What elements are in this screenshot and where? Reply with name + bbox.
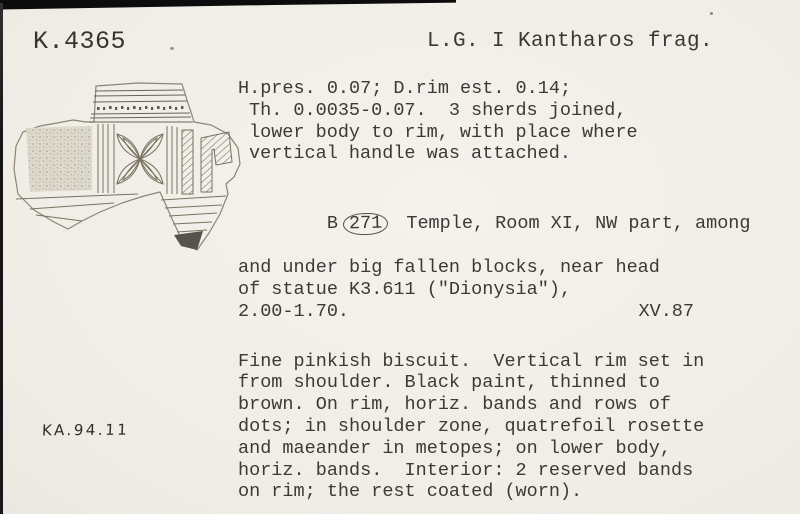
vertical-bands-left (98, 124, 114, 193)
typed-text-column (238, 78, 751, 503)
catalog-number: K.4365 (33, 27, 127, 56)
notebook-reference: XV.87 (638, 300, 694, 322)
dimensions-line: vertical handle was attached. (249, 143, 571, 165)
dimensions-line: H.pres. 0.07; D.rim est. 0.14; (238, 78, 572, 99)
pottery-sherd-sketch (10, 72, 256, 270)
circled-basket-number: 271 (343, 212, 389, 236)
description-line: dots; in shoulder zone, quatrefoil rosette (238, 415, 705, 437)
elevation-range: 2.00-1.70. (238, 300, 350, 322)
dimensions-line: lower body to rim, with place where (249, 121, 638, 143)
findspot-prefix: B (326, 212, 338, 234)
stippled-area (26, 126, 92, 192)
description-line: from shoulder. Black paint, thinned to (238, 372, 660, 394)
description-line: Fine pinkish biscuit. Vertical rim set in (238, 350, 705, 372)
lower-left-bands (16, 194, 138, 221)
paper-speck (170, 47, 174, 50)
lower-body-bands (161, 196, 226, 232)
description-line: horiz. bands. Interior: 2 reserved bands (238, 459, 694, 481)
rim-bands (89, 90, 193, 122)
scan-artifact-left-edge (0, 3, 3, 514)
findspot-line (238, 301, 694, 323)
description-line: and maeander in metopes; on lower body, (238, 437, 671, 459)
scan-artifact-top-bar (0, 0, 456, 10)
vertical-bands-right (167, 126, 177, 194)
description-line: brown. On rim, horiz. bands and rows of (238, 394, 671, 416)
dimensions-paragraph (238, 78, 708, 165)
findspot-paragraph (238, 191, 751, 322)
card-title: L.G. I Kantharos frag. (427, 30, 714, 53)
dimensions-line: Th. 0.0035-0.07. 3 sherds joined, (249, 99, 627, 121)
rim-dot-row (97, 106, 183, 110)
paper-speck (710, 12, 713, 15)
hatched-bar (182, 130, 193, 194)
findspot-line (238, 191, 751, 257)
quatrefoil-rosette (117, 134, 163, 184)
findspot-line: of statue K3.611 ("Dionysia"), (238, 279, 572, 300)
findspot-line: and under big fallen blocks, near head (238, 257, 660, 279)
accession-number: KA.94.11 (41, 420, 130, 440)
description-paragraph (238, 351, 708, 504)
description-line: on rim; the rest coated (worn). (238, 481, 583, 503)
findspot-line-rest: Temple, Room XI, NW part, among (395, 212, 751, 234)
